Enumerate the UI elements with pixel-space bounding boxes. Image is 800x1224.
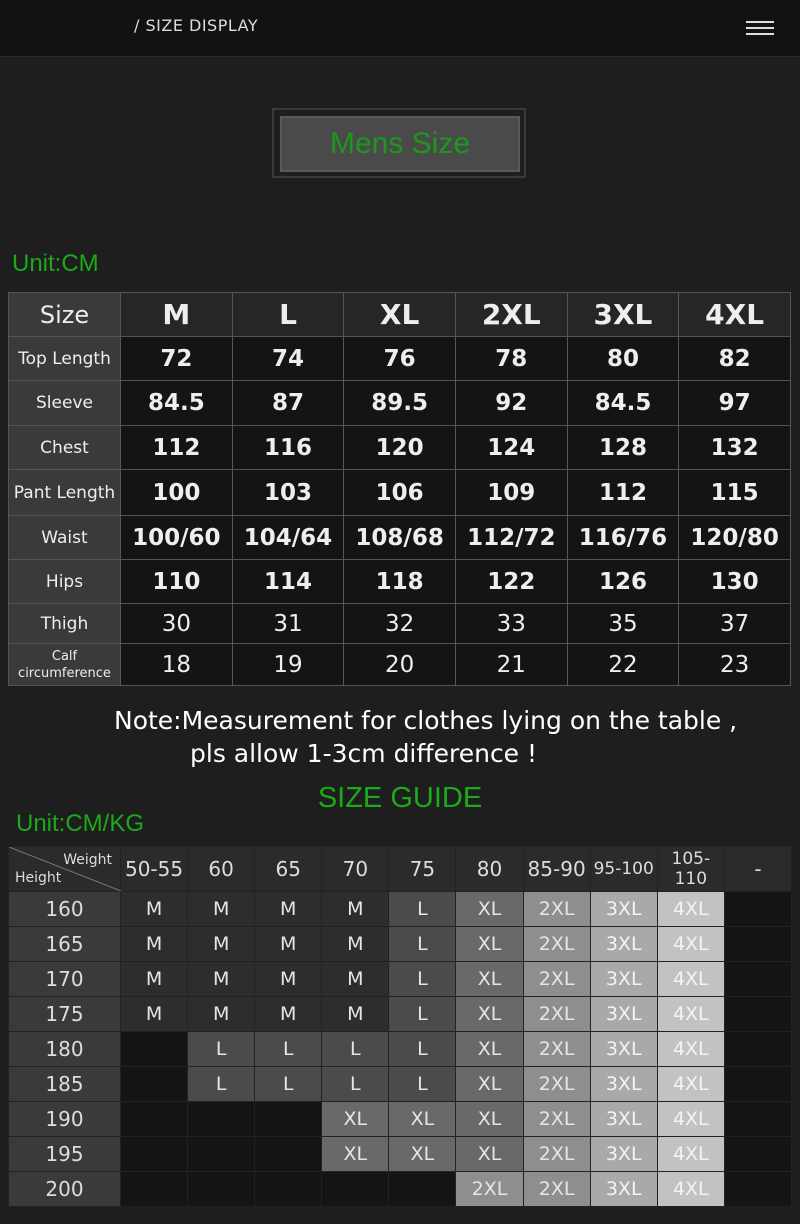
guide-size-cell <box>724 997 791 1032</box>
guide-height-cell: 190 <box>9 1102 121 1137</box>
guide-row <box>9 1032 792 1067</box>
note-line-2: pls allow 1-3cm difference ! <box>190 739 538 768</box>
guide-size-cell: M <box>322 962 389 997</box>
guide-size-cell: M <box>121 927 188 962</box>
guide-size-cell: L <box>389 927 456 962</box>
guide-size-cell: M <box>121 997 188 1032</box>
guide-size-cell: M <box>121 892 188 927</box>
guide-height-cell: 185 <box>9 1067 121 1102</box>
size-header-cell: XL <box>344 293 456 337</box>
guide-size-cell <box>121 1172 188 1207</box>
guide-size-cell: 2XL <box>523 1172 590 1207</box>
guide-size-cell: L <box>389 997 456 1032</box>
guide-size-cell: 2XL <box>523 1102 590 1137</box>
guide-size-cell: 2XL <box>523 1067 590 1102</box>
guide-size-cell: L <box>389 962 456 997</box>
guide-height-cell: 180 <box>9 1032 121 1067</box>
guide-size-cell: M <box>188 892 255 927</box>
guide-weight-cell: 60 <box>188 847 255 892</box>
measurement-value: 120/80 <box>679 516 791 560</box>
measurement-value: 106 <box>344 470 456 516</box>
measurement-value: 31 <box>232 604 344 644</box>
measurement-value: 104/64 <box>232 516 344 560</box>
guide-size-cell: M <box>255 927 322 962</box>
page-header-title: / SIZE DISPLAY <box>134 16 259 35</box>
guide-size-cell: 2XL <box>523 1137 590 1172</box>
guide-weight-cell: 75 <box>389 847 456 892</box>
guide-size-cell: XL <box>322 1137 389 1172</box>
guide-size-cell: XL <box>389 1137 456 1172</box>
guide-row <box>9 1172 792 1207</box>
guide-size-cell: M <box>255 962 322 997</box>
size-table-row <box>9 337 791 381</box>
guide-size-cell: 3XL <box>590 1137 657 1172</box>
measurement-value: 18 <box>121 644 233 686</box>
guide-height-cell: 165 <box>9 927 121 962</box>
measurement-label: Pant Length <box>9 470 121 516</box>
guide-size-cell: 2XL <box>456 1172 523 1207</box>
measurement-value: 84.5 <box>567 381 679 426</box>
guide-size-cell <box>724 1032 791 1067</box>
guide-size-cell <box>121 1137 188 1172</box>
measurement-label: Calf circumference <box>9 644 121 686</box>
guide-size-cell: 3XL <box>590 1172 657 1207</box>
measurement-value: 19 <box>232 644 344 686</box>
guide-size-cell: 4XL <box>657 1137 724 1172</box>
guide-weight-label: Weight <box>63 852 112 868</box>
size-table-row <box>9 516 791 560</box>
guide-size-cell: 3XL <box>590 892 657 927</box>
guide-size-cell: XL <box>456 997 523 1032</box>
guide-size-cell <box>724 1067 791 1102</box>
guide-size-cell: M <box>255 997 322 1032</box>
guide-row <box>9 1137 792 1172</box>
measurement-value: 115 <box>679 470 791 516</box>
measurement-label: Top Length <box>9 337 121 381</box>
guide-weight-cell: - <box>724 847 791 892</box>
measurement-value: 122 <box>455 560 567 604</box>
guide-size-cell <box>121 1067 188 1102</box>
size-table <box>8 292 791 686</box>
guide-size-cell <box>724 1137 791 1172</box>
size-table-row <box>9 604 791 644</box>
guide-size-cell: 2XL <box>523 962 590 997</box>
size-table-row <box>9 644 791 686</box>
guide-size-cell: 3XL <box>590 997 657 1032</box>
measurement-value: 80 <box>567 337 679 381</box>
measurement-label: Sleeve <box>9 381 121 426</box>
size-header-cell: M <box>121 293 233 337</box>
guide-row <box>9 892 792 927</box>
guide-size-cell: L <box>255 1067 322 1102</box>
guide-height-cell: 175 <box>9 997 121 1032</box>
guide-weight-cell: 50-55 <box>121 847 188 892</box>
guide-size-cell: XL <box>456 1137 523 1172</box>
guide-size-cell: M <box>188 962 255 997</box>
guide-size-cell <box>255 1137 322 1172</box>
guide-size-cell: 2XL <box>523 997 590 1032</box>
measurement-value: 21 <box>455 644 567 686</box>
guide-size-cell: XL <box>456 1102 523 1137</box>
measurement-value: 78 <box>455 337 567 381</box>
measurement-value: 87 <box>232 381 344 426</box>
measurement-value: 103 <box>232 470 344 516</box>
mens-size-badge: Mens Size <box>280 116 520 172</box>
measurement-value: 100 <box>121 470 233 516</box>
guide-size-cell: 3XL <box>590 1067 657 1102</box>
guide-weight-cell: 85-90 <box>523 847 590 892</box>
measurement-value: 33 <box>455 604 567 644</box>
measurement-value: 109 <box>455 470 567 516</box>
guide-weight-cell: 80 <box>456 847 523 892</box>
measurement-value: 72 <box>121 337 233 381</box>
size-header-label: Size <box>9 293 121 337</box>
guide-size-cell: L <box>322 1067 389 1102</box>
guide-size-cell: 3XL <box>590 1102 657 1137</box>
size-header-cell: 2XL <box>455 293 567 337</box>
guide-size-cell: L <box>389 1032 456 1067</box>
measurement-value: 110 <box>121 560 233 604</box>
measurement-value: 97 <box>679 381 791 426</box>
size-header-cell: L <box>232 293 344 337</box>
guide-height-cell: 195 <box>9 1137 121 1172</box>
size-header-cell: 3XL <box>567 293 679 337</box>
measurement-value: 82 <box>679 337 791 381</box>
guide-size-cell: M <box>121 962 188 997</box>
hamburger-menu-icon[interactable] <box>746 21 774 37</box>
top-bar <box>0 0 800 57</box>
measurement-value: 35 <box>567 604 679 644</box>
guide-size-cell: M <box>188 927 255 962</box>
guide-row <box>9 1067 792 1102</box>
measurement-label: Thigh <box>9 604 121 644</box>
size-table-row <box>9 381 791 426</box>
measurement-value: 84.5 <box>121 381 233 426</box>
guide-size-cell: 3XL <box>590 927 657 962</box>
guide-size-cell: XL <box>456 1032 523 1067</box>
measurement-value: 22 <box>567 644 679 686</box>
guide-size-cell <box>389 1172 456 1207</box>
measurement-value: 130 <box>679 560 791 604</box>
measurement-value: 108/68 <box>344 516 456 560</box>
guide-size-cell <box>322 1172 389 1207</box>
measurement-value: 30 <box>121 604 233 644</box>
size-table-row <box>9 470 791 516</box>
guide-size-cell: 4XL <box>657 1102 724 1137</box>
guide-size-cell: XL <box>456 892 523 927</box>
guide-size-cell <box>724 962 791 997</box>
guide-height-cell: 170 <box>9 962 121 997</box>
guide-size-cell <box>121 1032 188 1067</box>
guide-size-cell <box>255 1102 322 1137</box>
guide-size-cell: 4XL <box>657 927 724 962</box>
guide-height-label: Height <box>15 870 62 886</box>
measurement-value: 124 <box>455 426 567 470</box>
guide-size-cell: XL <box>322 1102 389 1137</box>
guide-size-cell <box>255 1172 322 1207</box>
measurement-value: 116 <box>232 426 344 470</box>
measurement-value: 37 <box>679 604 791 644</box>
guide-size-cell: L <box>389 1067 456 1102</box>
guide-header-row <box>9 847 792 892</box>
guide-size-cell: 2XL <box>523 1032 590 1067</box>
measurement-value: 132 <box>679 426 791 470</box>
guide-size-cell: XL <box>456 962 523 997</box>
guide-size-cell: XL <box>389 1102 456 1137</box>
guide-size-cell <box>724 1172 791 1207</box>
measurement-value: 128 <box>567 426 679 470</box>
guide-size-cell <box>188 1172 255 1207</box>
guide-row <box>9 927 792 962</box>
size-guide-title: SIZE GUIDE <box>317 782 483 814</box>
guide-size-cell: 4XL <box>657 1067 724 1102</box>
measurement-value: 74 <box>232 337 344 381</box>
size-guide-table <box>8 846 792 1207</box>
guide-size-cell: M <box>322 997 389 1032</box>
measurement-value: 32 <box>344 604 456 644</box>
measurement-value: 118 <box>344 560 456 604</box>
guide-size-cell: 4XL <box>657 1172 724 1207</box>
measurement-label: Hips <box>9 560 121 604</box>
guide-size-cell: 3XL <box>590 1032 657 1067</box>
guide-row <box>9 997 792 1032</box>
guide-size-cell <box>121 1102 188 1137</box>
guide-size-cell <box>724 1102 791 1137</box>
guide-size-cell: 4XL <box>657 962 724 997</box>
measurement-value: 76 <box>344 337 456 381</box>
guide-weight-cell: 95-100 <box>590 847 657 892</box>
guide-row <box>9 1102 792 1137</box>
size-table-unit: Unit:CM <box>12 250 99 277</box>
measurement-value: 112 <box>567 470 679 516</box>
measurement-value: 100/60 <box>121 516 233 560</box>
guide-size-cell: L <box>188 1032 255 1067</box>
size-guide-unit: Unit:CM/KG <box>16 810 145 837</box>
measurement-value: 112/72 <box>455 516 567 560</box>
guide-height-cell: 200 <box>9 1172 121 1207</box>
measurement-value: 120 <box>344 426 456 470</box>
guide-size-cell: 4XL <box>657 997 724 1032</box>
guide-size-cell: 4XL <box>657 1032 724 1067</box>
measurement-label: Chest <box>9 426 121 470</box>
guide-size-cell: M <box>322 892 389 927</box>
guide-size-cell <box>724 892 791 927</box>
guide-size-cell: 2XL <box>523 927 590 962</box>
size-table-header-row <box>9 293 791 337</box>
note-line-1: Note:Measurement for clothes lying on the table , <box>114 706 738 735</box>
measurement-value: 92 <box>455 381 567 426</box>
guide-corner-cell <box>9 847 121 892</box>
size-table-row <box>9 560 791 604</box>
guide-size-cell: XL <box>456 1067 523 1102</box>
guide-size-cell: 4XL <box>657 892 724 927</box>
guide-size-cell: L <box>188 1067 255 1102</box>
size-table-row <box>9 426 791 470</box>
measurement-value: 114 <box>232 560 344 604</box>
guide-size-cell: L <box>255 1032 322 1067</box>
measurement-value: 23 <box>679 644 791 686</box>
guide-weight-cell: 70 <box>322 847 389 892</box>
size-header-cell: 4XL <box>679 293 791 337</box>
guide-size-cell: M <box>322 927 389 962</box>
guide-size-cell: L <box>322 1032 389 1067</box>
guide-size-cell: 3XL <box>590 962 657 997</box>
guide-size-cell: M <box>188 997 255 1032</box>
guide-size-cell: L <box>389 892 456 927</box>
measurement-value: 20 <box>344 644 456 686</box>
guide-size-cell <box>724 927 791 962</box>
guide-size-cell <box>188 1102 255 1137</box>
guide-size-cell: XL <box>456 927 523 962</box>
guide-height-cell: 160 <box>9 892 121 927</box>
guide-weight-cell: 65 <box>255 847 322 892</box>
guide-weight-cell: 105-110 <box>657 847 724 892</box>
measurement-value: 126 <box>567 560 679 604</box>
guide-size-cell <box>188 1137 255 1172</box>
measurement-value: 89.5 <box>344 381 456 426</box>
guide-size-cell: M <box>255 892 322 927</box>
measurement-label: Waist <box>9 516 121 560</box>
measurement-value: 116/76 <box>567 516 679 560</box>
guide-row <box>9 962 792 997</box>
measurement-value: 112 <box>121 426 233 470</box>
guide-size-cell: 2XL <box>523 892 590 927</box>
